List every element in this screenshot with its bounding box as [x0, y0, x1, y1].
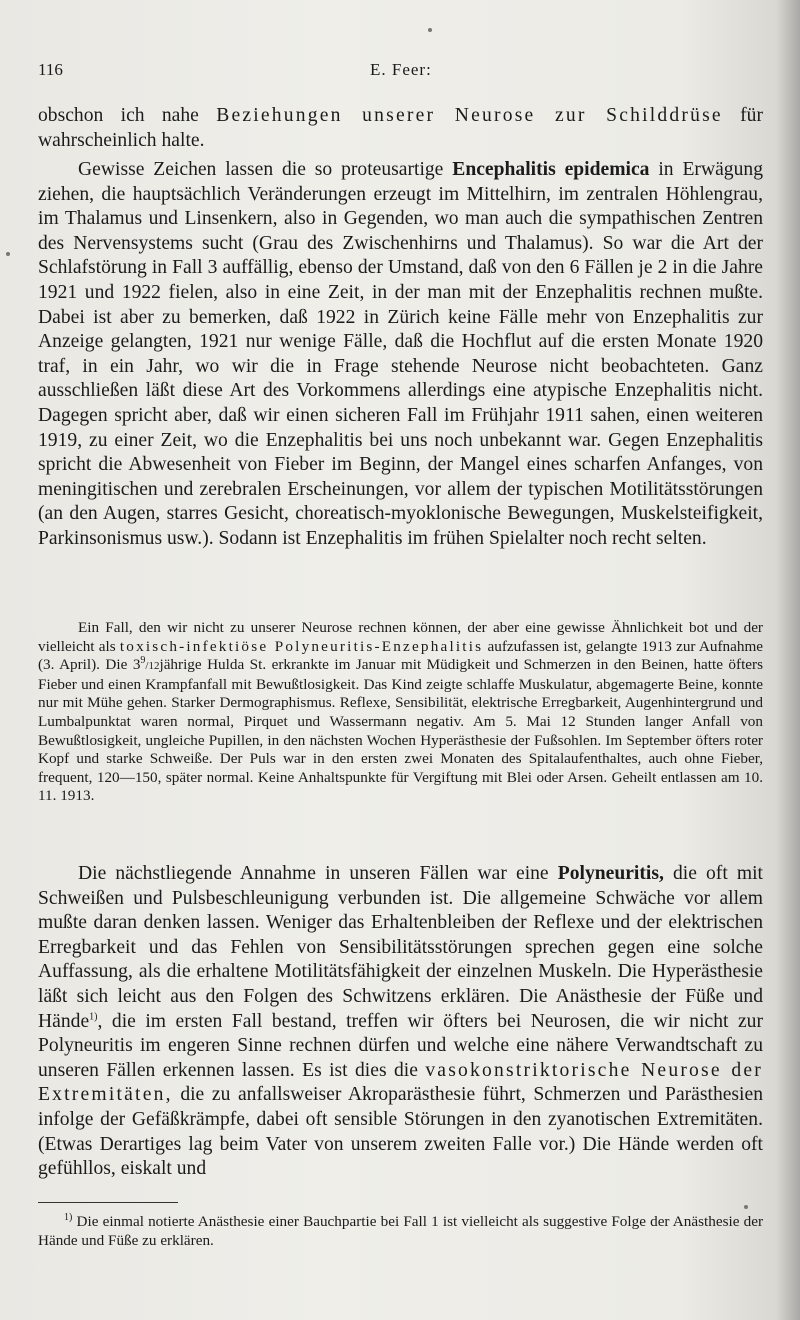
age-number: 3	[132, 656, 141, 674]
text-span: für wahrscheinlich halte.	[38, 105, 763, 151]
footnote-mark: 1)	[64, 1211, 73, 1223]
text-span: , die im ersten Fall bestand, treffen wir öfters bei Neurosen, die wir nicht zur Polyneuritis im engeren Sinne rechnen dürfen und welche eine nähere Verwandtschaft zu unseren Fällen erkennen lassen. Es ist dies die	[38, 1010, 763, 1081]
scan-speck	[428, 28, 432, 32]
text-span: Die nächstliegende Annahme in unseren Fällen war eine	[78, 863, 558, 884]
bold-term-encephalitis: Encephalitis epidemica	[452, 159, 650, 180]
text-span: aufzufassen ist, gelangte 1913 zur Aufnahme (3. April). Die	[38, 637, 763, 674]
text-span: Gewisse Zeichen lassen die so proteusartige	[78, 159, 453, 180]
text-span: jährige Hulda St. erkrankte im Januar mit Müdigkeit und Schmerzen in den Beinen, hatte öfters Fieber und einen Krampfanfall mit Bewußtlosigkeit. Das Kind zeigte schlaffe Muskulatur, abgemagerte Beine, konnte nur mit Mühe gehen. Starker Dermographismus. Reflexe, Sensibilität, elektrische Erregbarkeit, Augenhintergrund und Lumbalpunktat waren normal, Pirquet und Wassermann negativ. Am 5. Mai 12 Stunden langer Anfall von Bewußtlosigkeit, ungleiche Pupillen, in den nächsten Wochen Hyperästhesie der Fußsohlen. Im September öfters roter Kopf und starke Schweiße. Der Puls war in den ersten zwei Monaten des Spitalaufenthaltes, auch ohne Fieber, frequent, 120—150, später normal. Keine Anhaltspunkte für Vergiftung mit Blei oder Arsen. Geheilt entlassen am 10. 11. 1913.	[38, 656, 763, 805]
spaced-emphasis: vasokonstriktorische Neurose der Extremitäten,	[38, 1059, 763, 1106]
spaced-emphasis: toxisch-infektiöse Polyneuritis-Enzephalitis	[119, 637, 484, 655]
paragraph-intro	[38, 104, 763, 153]
text-span: obschon ich nahe	[38, 105, 217, 126]
paragraph-encephalitis	[38, 158, 763, 552]
footnote-text: Die einmal notierte Anästhesie einer Bauchpartie bei Fall 1 ist vielleicht als suggestive Folge der Anästhesie der Hände und Füße zu erklären.	[38, 1213, 763, 1249]
text-span: in Erwägung ziehen, die hauptsächlich Veränderungen erzeugt im Mittelhirn, im zentralen Höhlengrau, im Thalamus und Linsenkern, also in Gegenden, wo man auch die sympathischen Zentren des Nervensystems sucht (Grau des Zwischenhirns und Thalamus). So war die Art der Schlafstörung in Fall 3 auffällig, ebenso der Umstand, daß von den 6 Fällen je 2 in die Jahre 1921 und 1922 fielen, also in eine Zeit, in der man mit der Enzephalitis rechnen mußte. Dabei ist aber zu bemerken, daß 1922 in Zürich keine Fälle mehr von Enzephalitis zur Anzeige gelangten, 1921 nur wenige Fälle, daß die Hochflut auf die ersten Monate 1920 traf, in ein Jahr, wo wir die in Frage stehende Neurose nicht beobachteten. Ganz ausschließen läßt diese Art des Vorkommens allerdings eine atypische Enzephalitis nicht. Dagegen spricht aber, daß wir einen sicheren Fall im Frühjahr 1911 sahen, einen weiteren 1919, zu einer Zeit, wo die Enzephalitis bei uns noch unbekannt war. Gegen Enzephalitis spricht die Abwesenheit von Fieber im Beginn, der Mangel eines scharfen Anfanges, von meningitischen und zerebralen Erscheinungen, vor allem der typischen Motilitätsstörungen (an den Augen, starres Gesicht, choreatisch-myoklonische Bewegungen, Muskelsteifigkeit, Parkinsonismus usw.). Sodann ist Enzephalitis im frühen Spielalter noch recht selten.	[38, 159, 763, 549]
footnote	[38, 1212, 763, 1250]
age-fraction-denominator: /12	[145, 660, 160, 673]
scan-speck	[744, 1205, 748, 1209]
footnote-reference[interactable]: 1)	[89, 1011, 98, 1023]
case-note-small-print	[38, 619, 763, 806]
page-header	[38, 60, 760, 86]
footnote-divider	[38, 1202, 178, 1203]
spaced-emphasis: Beziehungen unserer Neurose zur Schilddrüse	[216, 105, 723, 126]
bold-term-polyneuritis: Polyneuritis,	[557, 863, 664, 884]
text-span: Ein Fall, den wir nicht zu unserer Neurose rechnen können, der aber eine gewisse Ähnlichkeit bot und der vielleicht als	[38, 619, 763, 655]
scan-speck	[6, 252, 10, 256]
paragraph-polyneuritis	[38, 862, 763, 1182]
text-span: die zu anfallsweiser Akroparästhesie führt, Schmerzen und Parästhesien infolge der Gefäßkrämpfe, dabei oft sensible Störungen in den zyanotischen Extremitäten. (Etwas Derartiges lag beim Vater von unserem zweiten Falle vor.) Die Hände werden oft gefühllos, eiskalt und	[38, 1084, 763, 1180]
running-head: E. Feer:	[370, 60, 432, 79]
age-fraction-numerator: 9	[140, 655, 146, 667]
page-number: 116	[38, 60, 63, 79]
text-span: die oft mit Schweißen und Pulsbeschleunigung verbunden ist. Die allgemeine Schwäche vor allem mußte daran denken lassen. Weniger das Erhaltenbleiben der Reflexe und der elektrischen Erregbarkeit und das Fehlen von Sensibilitätsstörungen sprechen gegen eine solche Auffassung, als die erhaltene Motilitätsfähigkeit der einzelnen Muskeln. Die Hyperästhesie läßt sich leicht aus den Folgen des Schwitzens erklären. Die Anästhesie der Füße und Hände	[38, 863, 763, 1032]
